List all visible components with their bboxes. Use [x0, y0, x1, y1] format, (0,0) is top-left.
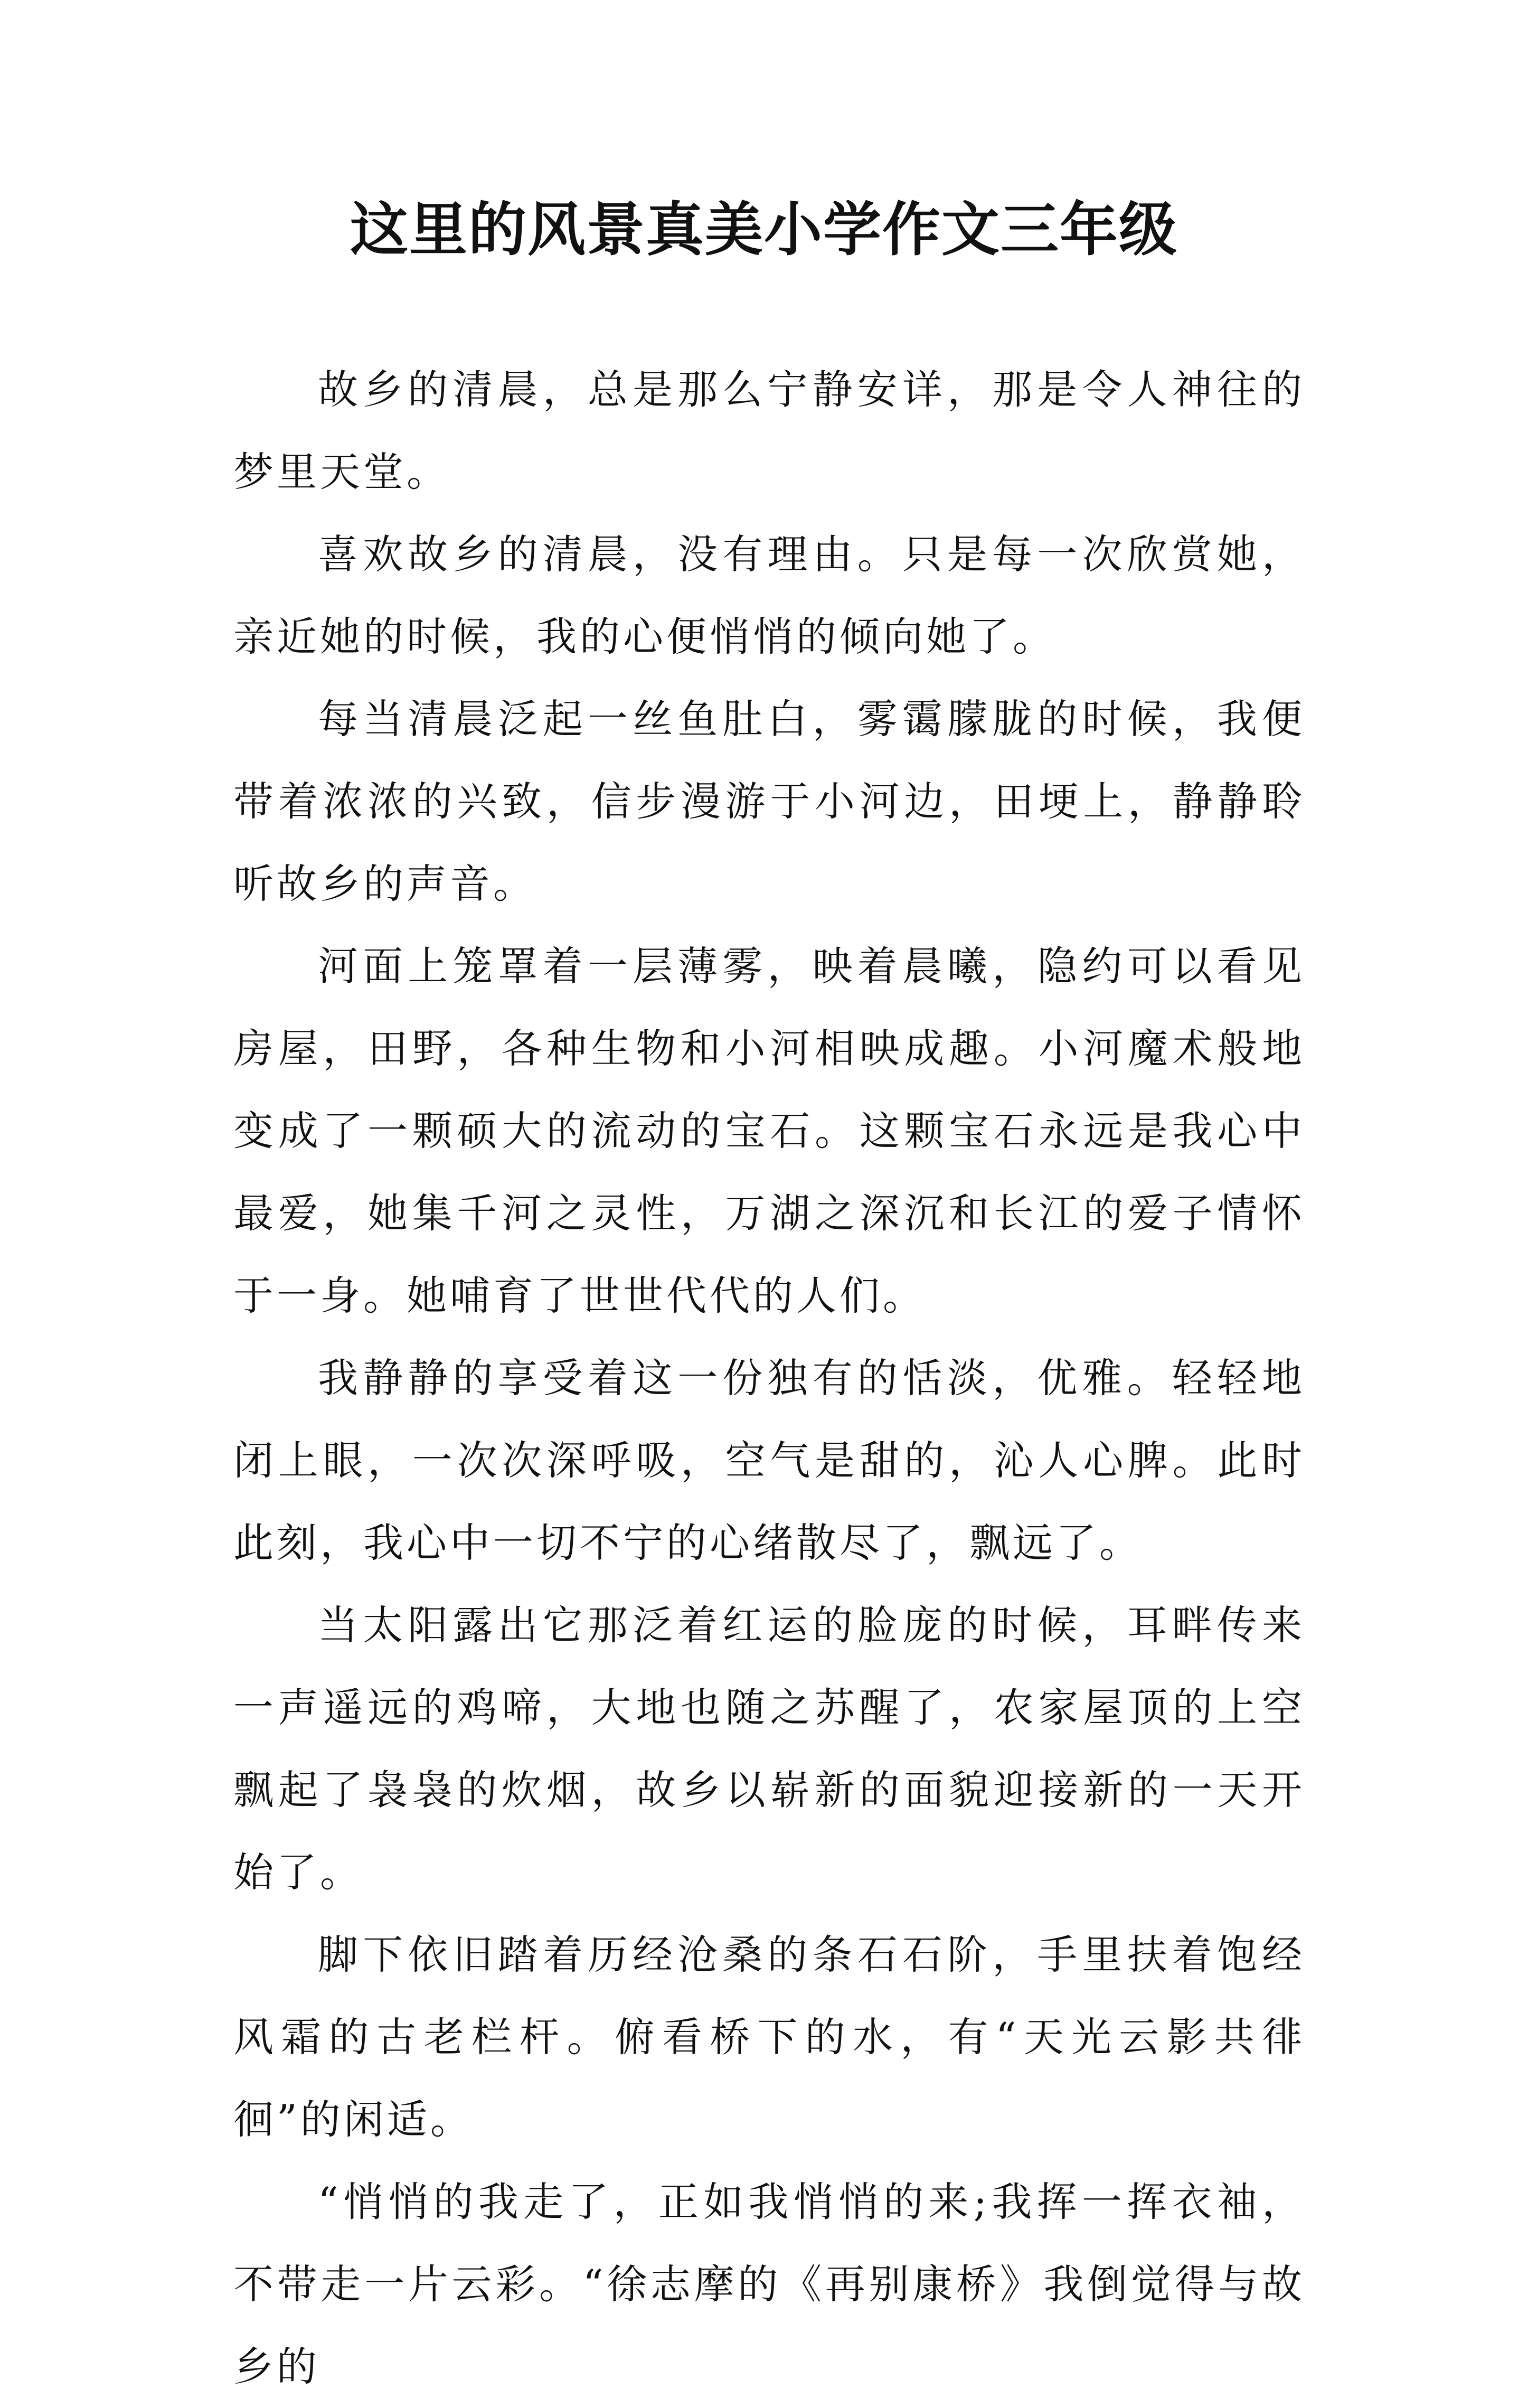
paragraph: 我静静的享受着这一份独有的恬淡，优雅。轻轻地闭上眼，一次次深呼吸，空气是甜的，沁人心脾。此时此刻，我心中一切不宁的心绪散尽了，飘远了。 [233, 1354, 1305, 1566]
document-title: 这里的风景真美小学作文三年级 [350, 195, 1178, 264]
paragraph: 河面上笼罩着一层薄雾，映着晨曦，隐约可以看见房屋，田野，各种生物和小河相映成趣。小河魔术般地变成了一颗硕大的流动的宝石。这颗宝石永远是我心中最爱，她集千河之灵性，万湖之深沉和长江的爱子情怀于一身。她哺育了世世代代的人们。 [233, 943, 1305, 1319]
paragraph: “悄悄的我走了，正如我悄悄的来;我挥一挥衣袖，不带走一片云彩。“徐志摩的《再别康桥》我倒觉得与故乡的 [233, 2178, 1305, 2390]
paragraph: 故乡的清晨，总是那么宁静安详，那是令人神往的梦里天堂。 [233, 366, 1305, 495]
paragraph: 当太阳露出它那泛着红运的脸庞的时候，耳畔传来一声遥远的鸡啼，大地也随之苏醒了，农家屋顶的上空飘起了袅袅的炊烟，故乡以崭新的面貌迎接新的一天开始了。 [233, 1602, 1305, 1896]
paragraph: 每当清晨泛起一丝鱼肚白，雾霭朦胧的时候，我便带着浓浓的兴致，信步漫游于小河边，田埂上，静静聆听故乡的声音。 [233, 695, 1305, 907]
document-body [233, 349, 1305, 2408]
paragraph: 脚下依旧踏着历经沧桑的条石石阶，手里扶着饱经风霜的古老栏杆。俯看桥下的水，有“天光云影共徘徊”的闲适。 [233, 1931, 1305, 2143]
paragraph: 喜欢故乡的清晨，没有理由。只是每一次欣赏她，亲近她的时候，我的心便悄悄的倾向她了。 [233, 531, 1305, 660]
